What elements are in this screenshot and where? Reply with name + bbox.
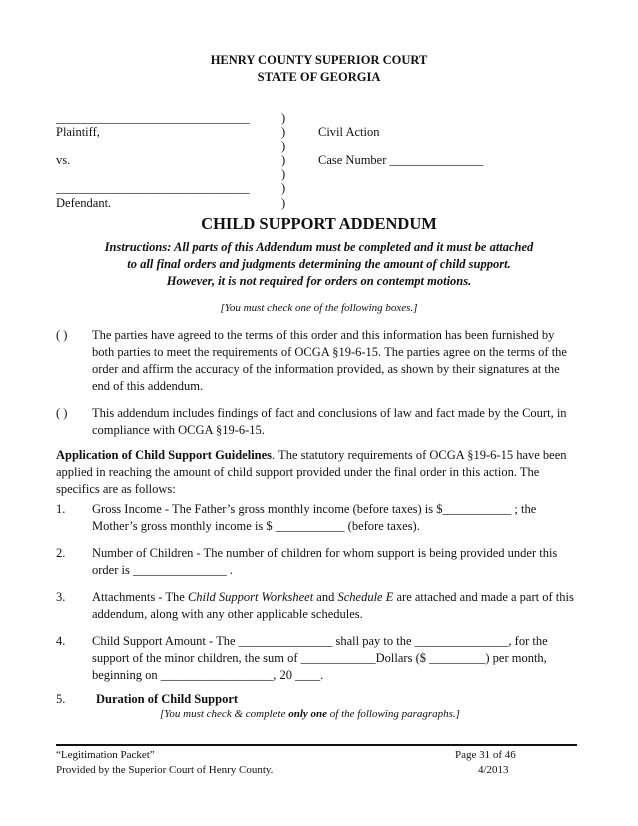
item-number: 4.	[56, 634, 66, 648]
item-text: and	[313, 590, 338, 604]
option-text-line: The parties have agreed to the terms of this order and this information has been furnished by	[92, 328, 555, 342]
option-text-line: end of this addendum.	[92, 379, 204, 393]
caption-paren: )	[281, 181, 286, 195]
note-text: of the following paragraphs.]	[327, 708, 460, 720]
item-text-line: addendum, along with any other applicable schedules.	[92, 607, 363, 621]
item-text-line	[92, 589, 582, 606]
caption-paren: )	[281, 196, 286, 210]
item-heading: Duration of Child Support	[96, 692, 239, 706]
instructions-line: Instructions: All parts of this Addendum must be completed and it must be attached	[104, 240, 534, 254]
application-line: applied in reaching the amount of child support provided under the final order in this action. The	[56, 465, 540, 479]
caption-paren: )	[281, 153, 286, 167]
defendant-label: Defendant.	[56, 196, 112, 210]
option-text-line: compliance with OCGA §19-6-15.	[92, 423, 265, 437]
court-state: STATE OF GEORGIA	[257, 70, 381, 84]
caption-paren: )	[281, 111, 286, 125]
application-line	[56, 447, 567, 464]
civil-action-label: Civil Action	[318, 125, 380, 139]
item-text-line: Gross Income - The Father’s gross monthly income (before taxes) is $___________ ; the	[92, 502, 537, 516]
item-number: 1.	[56, 502, 66, 516]
item-number: 2.	[56, 546, 66, 560]
item-text-line: support of the minor children, the sum of ____________Dollars ($ _________) per month,	[92, 651, 547, 665]
item-text-line: Mother’s gross monthly income is $ ___________ (before taxes).	[92, 519, 420, 533]
option-text-line: This addendum includes findings of fact and conclusions of law and fact made by the Court, in	[92, 406, 567, 420]
instructions-line: However, it is not required for orders on contempt motions.	[166, 274, 472, 288]
item-number: 3.	[56, 590, 66, 604]
option-checkbox[interactable]: ( )	[56, 406, 68, 420]
caption-paren: )	[281, 167, 286, 181]
application-heading: Application of Child Support Guidelines	[56, 448, 273, 462]
footer-provider: Provided by the Superior Court of Henry County.	[56, 764, 274, 776]
footer-packet-name: “Legitimation Packet”	[56, 749, 155, 761]
defendant-name-line: _______________________________	[56, 181, 250, 195]
item-text-line: Child Support Amount - The _______________ shall pay to the _______________, for the	[92, 634, 548, 648]
option-text-line: order and affirm the accuracy of the information provided, as shown by their signatures at the	[92, 362, 560, 376]
note-emphasis: only one	[288, 708, 328, 720]
plaintiff-name-line: _______________________________	[56, 111, 250, 125]
option-text-line: both parties to meet the requirements of OCGA §19-6-15. The parties agree on the terms of the	[92, 345, 567, 359]
instructions-line: to all final orders and judgments determining the amount of child support.	[127, 257, 511, 271]
application-text: . The statutory requirements of OCGA §19-6-15 have been	[272, 448, 567, 462]
vs-label: vs.	[56, 153, 71, 167]
item-text: Attachments - The	[92, 590, 188, 604]
item-text: are attached and made a part of this	[393, 590, 574, 604]
plaintiff-label: Plaintiff,	[56, 125, 100, 139]
worksheet-title: Child Support Worksheet	[187, 590, 314, 604]
footer-rule	[56, 744, 577, 746]
note-text: [You must check & complete	[160, 708, 289, 720]
caption-paren: )	[281, 125, 286, 139]
document-title: CHILD SUPPORT ADDENDUM	[201, 214, 437, 233]
case-number-field: Case Number _______________	[318, 153, 484, 167]
item-number: 5.	[56, 692, 66, 706]
caption-paren: )	[281, 139, 286, 153]
item-text-line: order is _______________ .	[92, 563, 233, 577]
option-checkbox[interactable]: ( )	[56, 328, 68, 342]
schedule-e-title: Schedule E	[337, 590, 394, 604]
court-name: HENRY COUNTY SUPERIOR COURT	[210, 53, 428, 67]
item-note	[160, 707, 460, 722]
footer-page-number: Page 31 of 46	[455, 749, 516, 761]
item-text-line: beginning on __________________, 20 ____.	[92, 668, 324, 682]
item-text-line: Number of Children - The number of children for whom support is being provided under this	[92, 546, 558, 560]
application-line: specifics are as follows:	[56, 482, 176, 496]
check-note: [You must check one of the following boxes.]	[220, 302, 418, 314]
footer-date: 4/2013	[478, 764, 509, 776]
